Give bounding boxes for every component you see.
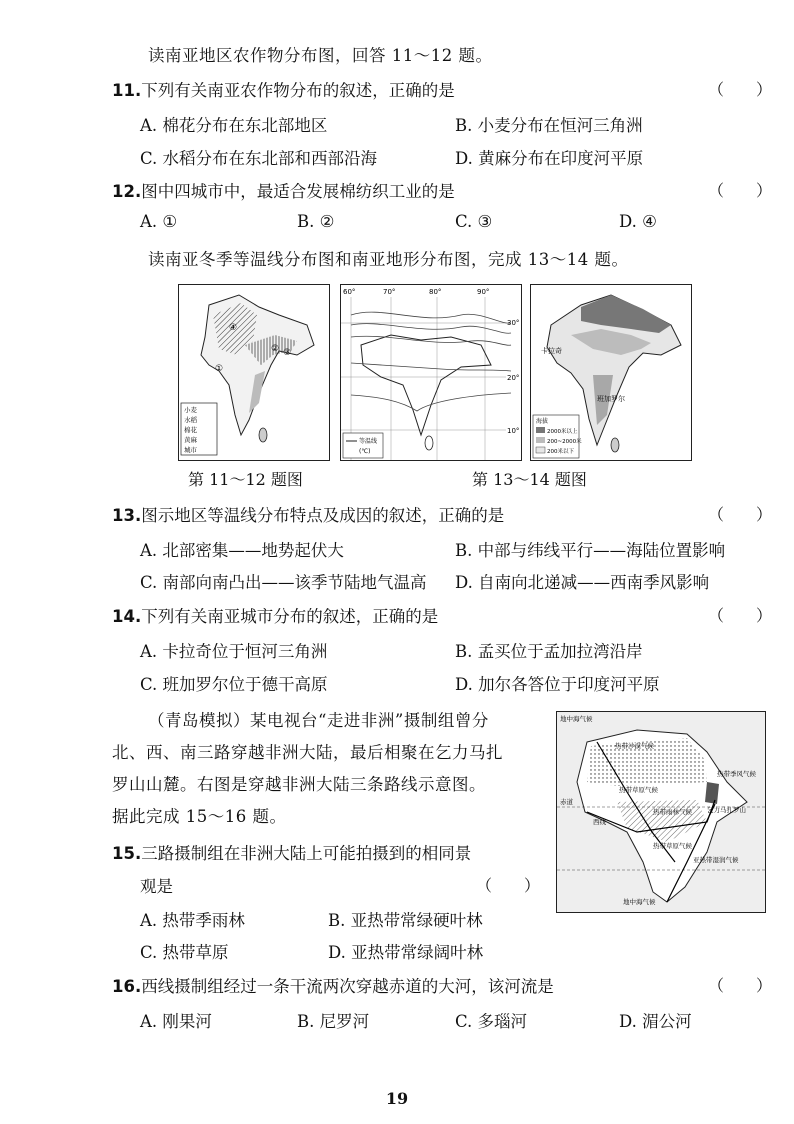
city-bangalore: 班加罗尔 — [597, 395, 625, 403]
question-13 — [112, 502, 504, 526]
option-b: B. 中部与纬线平行——海陆位置影响 — [455, 541, 726, 560]
map-label: 地中海气候 — [623, 898, 656, 906]
option-d: D. 湄公河 — [619, 1012, 692, 1031]
answer-paren: （ ） — [476, 876, 541, 895]
city-karachi: 卡拉奇 — [541, 347, 562, 355]
question-11 — [112, 77, 455, 101]
map-label: 热带季风气候 — [717, 770, 756, 778]
marker-2: ② — [271, 344, 280, 354]
marker-4: ④ — [229, 323, 238, 333]
option-c: C. 班加罗尔位于德干高原 — [140, 675, 328, 694]
legend-item: 2000米以上 — [547, 429, 578, 435]
question-12 — [112, 178, 455, 202]
legend-item: 黄麻 — [184, 436, 197, 444]
lat-label: 30° — [507, 319, 520, 327]
lon-label: 80° — [429, 288, 442, 296]
legend-item: 水稻 — [184, 416, 197, 424]
legend-item: 200~2000米 — [547, 439, 582, 445]
map-label: 热带沙漠气候 — [615, 742, 654, 750]
africa-routes-map — [556, 711, 766, 913]
question-stem: 三路摄制组在非洲大陆上可能拍摄到的相同景 — [141, 844, 472, 863]
answer-paren: （ ） — [708, 976, 773, 995]
question-15-line2: 观是 — [140, 877, 173, 896]
terrain-map — [530, 284, 692, 461]
option-a: A. ① — [140, 212, 178, 231]
map-label: 亚热带湿润气候 — [693, 856, 739, 864]
map-label: 乞力马扎罗山 — [707, 806, 746, 814]
question-number: 11. — [112, 81, 142, 100]
option-d: D. 加尔各答位于印度河平原 — [455, 675, 660, 694]
intro-15-16-line2: 北、西、南三路穿越非洲大陆，最后相聚在乞力马扎 — [112, 743, 503, 762]
intro-15-16-line4: 据此完成 15～16 题。 — [112, 807, 287, 826]
option-b: B. 孟买位于孟加拉湾沿岸 — [455, 642, 643, 661]
legend-item: 200米以下 — [547, 449, 574, 455]
option-b: B. ② — [297, 212, 335, 231]
question-number: 13. — [112, 506, 142, 525]
option-a: A. 热带季雨林 — [140, 911, 245, 930]
option-c: C. 水稻分布在东北部和西部沿海 — [140, 149, 378, 168]
marker-3: ③ — [283, 348, 292, 358]
question-stem: 图中四城市中，最适合发展棉纺织工业的是 — [141, 182, 455, 201]
caption-fig-13-14: 第 13～14 题图 — [472, 470, 587, 489]
answer-paren: （ ） — [708, 181, 773, 200]
option-c: C. 多瑙河 — [455, 1012, 528, 1031]
map-label: 赤道 — [560, 798, 573, 806]
map-label: 热带草原气候 — [653, 842, 692, 850]
lon-label: 90° — [477, 288, 490, 296]
question-stem: 西线摄制组经过一条干流两次穿越赤道的大河，该河流是 — [141, 977, 554, 996]
lat-label: 10° — [507, 427, 520, 435]
question-number: 12. — [112, 182, 142, 201]
legend-item: 等温线 — [359, 438, 378, 445]
answer-paren: （ ） — [708, 606, 773, 625]
isotherm-map — [340, 284, 522, 461]
question-14 — [112, 603, 438, 627]
lon-label: 60° — [343, 288, 356, 296]
legend-item: 城市 — [184, 446, 197, 454]
lon-label: 70° — [383, 288, 396, 296]
page-number: 19 — [385, 1089, 409, 1108]
intro-11-12: 读南亚地区农作物分布图，回答 11～12 题。 — [148, 46, 493, 65]
option-c: C. 热带草原 — [140, 943, 229, 962]
legend-title: 海拔 — [536, 418, 549, 425]
question-stem: 下列有关南亚农作物分布的叙述，正确的是 — [141, 81, 455, 100]
option-c: C. 南部向南凸出——该季节陆地气温高 — [140, 573, 427, 592]
map-label: 热带雨林气候 — [653, 808, 692, 816]
map-label: 西线 — [593, 818, 606, 826]
intro-15-16-line1: （青岛模拟）某电视台“走进非洲”摄制组曾分 — [148, 711, 489, 730]
option-a: A. 刚果河 — [140, 1012, 212, 1031]
option-a: A. 棉花分布在东北部地区 — [140, 116, 328, 135]
caption-fig-11-12: 第 11～12 题图 — [188, 470, 303, 489]
question-16 — [112, 973, 554, 997]
option-b: B. 小麦分布在恒河三角洲 — [455, 116, 643, 135]
legend-item: 棉花 — [184, 426, 197, 434]
crop-distribution-map — [178, 284, 330, 461]
option-c: C. ③ — [455, 212, 493, 231]
question-stem: 下列有关南亚城市分布的叙述，正确的是 — [141, 607, 439, 626]
option-d: D. 自南向北递减——西南季风影响 — [455, 573, 710, 592]
option-d: D. 黄麻分布在印度河平原 — [455, 149, 644, 168]
question-number: 16. — [112, 977, 142, 996]
intro-13-14: 读南亚冬季等温线分布图和南亚地形分布图，完成 13～14 题。 — [148, 250, 629, 269]
option-b: B. 尼罗河 — [297, 1012, 370, 1031]
marker-1: ① — [215, 364, 224, 374]
answer-paren: （ ） — [708, 80, 773, 99]
legend-item: 小麦 — [184, 406, 197, 414]
legend-item: (℃) — [359, 448, 371, 455]
option-a: A. 北部密集——地势起伏大 — [140, 541, 344, 560]
lat-label: 20° — [507, 374, 520, 382]
question-stem: 图示地区等温线分布特点及成因的叙述，正确的是 — [141, 506, 505, 525]
option-a: A. 卡拉奇位于恒河三角洲 — [140, 642, 328, 661]
map-label: 地中海气候 — [560, 715, 593, 723]
option-d: D. ④ — [619, 212, 657, 231]
option-b: B. 亚热带常绿硬叶林 — [328, 911, 483, 930]
question-number: 15. — [112, 844, 142, 863]
answer-paren: （ ） — [708, 505, 773, 524]
option-d: D. 亚热带常绿阔叶林 — [328, 943, 484, 962]
intro-15-16-line3: 罗山山麓。右图是穿越非洲大陆三条路线示意图。 — [112, 775, 486, 794]
question-15 — [112, 840, 471, 864]
question-number: 14. — [112, 607, 142, 626]
map-label: 热带草原气候 — [619, 786, 658, 794]
